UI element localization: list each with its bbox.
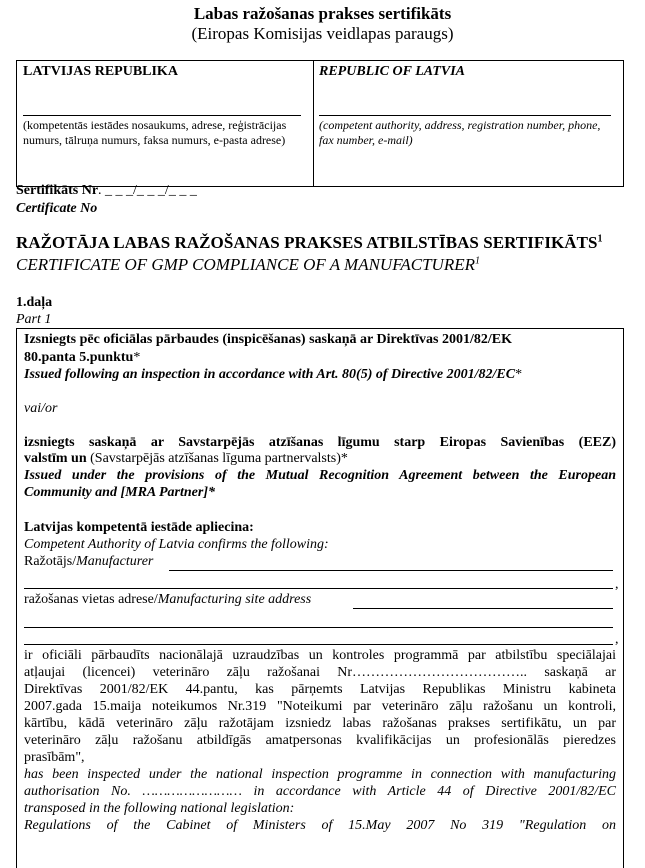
- mra-lv-line1: izsniegts saskaņā ar Savstarpējās atzīšanas līgumu starp Eiropas Savienības (EEZ): [24, 435, 616, 450]
- footnote-mark: 1: [475, 255, 480, 267]
- manufacturer-label: [24, 553, 153, 570]
- certificate-number-label: Sertifikāts Nr: [16, 183, 99, 198]
- confirms-lv: Latvijas kompetentā iestāde apliecina:: [24, 520, 254, 535]
- authority-line-en: [319, 115, 611, 116]
- lv-para-line5: kārtību, kādā veterināro zāļu ražotājam izsniedz labas ražošanas prakses sertifikātu, un par: [24, 716, 616, 731]
- part-label-lv: 1.daļa: [16, 295, 53, 310]
- lv-para-line2: atļaujai (licencei) veterināro zāļu ražošanai Nr……………………………….. saskaņā ar: [24, 665, 616, 680]
- authority-heading-en: REPUBLIC OF LATVIA: [319, 64, 466, 79]
- mra-lv-line2: [24, 450, 616, 467]
- asterisk: *: [515, 367, 523, 382]
- mra-lv-line2-bold: valstīm un: [24, 451, 87, 466]
- manufacturer-field-line2[interactable]: [24, 588, 613, 589]
- part-label-en: Part 1: [16, 312, 52, 327]
- en-para-line2: authorisation No. …………………… in accordance with Article 44 of Directive 2001/82/EC: [24, 784, 616, 799]
- authority-line-lv: [23, 115, 301, 116]
- lv-para-line3: Direktīvas 2001/82/EK 44.pantu, kas pārņemts Latvijas Republikas Ministru kabineta: [24, 682, 616, 697]
- manufacturer-label-lv: Ražotājs/: [24, 554, 77, 569]
- mra-en-line2-text: Community and [MRA Partner]*: [24, 485, 215, 500]
- site-address-label: [24, 591, 311, 608]
- en-para-line4: Regulations of the Cabinet of Ministers of 15.May 2007 No 319 "Regulation on: [24, 818, 616, 833]
- en-para-line1: has been inspected under the national inspection programme in connection with manufacturing: [24, 767, 616, 782]
- authority-caption-en: (competent authority, address, registration number, phone, fax number, e-mail): [319, 118, 601, 147]
- en-para-line3: transposed in the following national legislation:: [24, 801, 295, 816]
- document-subtitle: (Eiropas Komisijas veidlapas paraugs): [191, 24, 454, 43]
- mra-lv-line2-rest: (Savstarpējās atzīšanas līguma partnervalsts)*: [86, 451, 348, 466]
- site-address-field-line3[interactable]: [24, 644, 613, 645]
- certificate-heading-en: [16, 255, 480, 275]
- heading-lv-text: RAŽOTĀJA LABAS RAŽOŠANAS PRAKSES ATBILSTĪBAS SERTIFIKĀTS: [16, 233, 598, 252]
- mra-en-line1: Issued under the provisions of the Mutual Recognition Agreement between the European: [24, 468, 616, 483]
- issued-en-text: Issued following an inspection in accordance with Art. 80(5) of Directive 2001/82/EC: [24, 367, 516, 382]
- certificate-number-label-en: Certificate No: [16, 201, 98, 216]
- certificate-heading-lv: [16, 233, 603, 253]
- authority-caption-lv: (kompetentās iestādes nosaukums, adrese, reģistrācijas numurs, tālruņa numurs, faksa numurs, e-pasta adrese): [23, 118, 287, 147]
- comma: ,: [615, 577, 619, 592]
- mra-en-line2: [24, 484, 616, 501]
- manufacturer-label-en: Manufacturer: [76, 554, 154, 569]
- comma: ,: [615, 632, 619, 647]
- lv-para-line4: 2007.gada 15.maija noteikumos Nr.319 "Noteikumi par veterināro zāļu ražošanu un kontroli,: [24, 699, 616, 714]
- authority-box: [16, 60, 624, 187]
- lv-para-line1: ir oficiāli pārbaudīts nacionālajā uzraudzības un kontroles programmā par atbilstību speciālajai: [24, 648, 616, 663]
- certificate-number-placeholder: . _ _ _/_ _ _/_ _ _: [98, 183, 197, 198]
- part1-box: [16, 328, 624, 868]
- site-address-field-line2[interactable]: [24, 627, 613, 628]
- heading-en-text: CERTIFICATE OF GMP COMPLIANCE OF A MANUFACTURER: [16, 255, 475, 274]
- site-address-field[interactable]: [353, 608, 613, 609]
- certificate-number: [16, 183, 197, 199]
- box-divider: [313, 61, 314, 186]
- manufacturer-field[interactable]: [169, 570, 613, 571]
- issued-lv-line1: Izsniegts pēc oficiālas pārbaudes (inspicēšanas) saskaņā ar Direktīvas 2001/82/EK: [24, 332, 512, 347]
- footnote-mark: 1: [597, 233, 603, 245]
- document-title: Labas ražošanas prakses sertifikāts: [193, 4, 452, 23]
- confirms-en: Competent Authority of Latvia confirms the following:: [24, 537, 329, 552]
- authority-heading-lv: LATVIJAS REPUBLIKA: [23, 64, 178, 79]
- issued-lv-line2-text: 80.panta 5.punktu: [24, 350, 134, 365]
- issued-en: [24, 366, 616, 383]
- asterisk: *: [133, 350, 141, 365]
- lv-para-line7: prasībām",: [24, 750, 85, 765]
- site-address-label-lv: ražošanas vietas adrese/: [24, 592, 158, 607]
- site-address-label-en: Manufacturing site address: [157, 592, 312, 607]
- lv-para-line6: veterināro zāļu ražošanu atbildīgās amatpersonas kvalifikācijas un profesionālās pieredzes: [24, 733, 616, 748]
- or-separator: vai/or: [24, 401, 58, 416]
- issued-lv-line2: [24, 349, 616, 366]
